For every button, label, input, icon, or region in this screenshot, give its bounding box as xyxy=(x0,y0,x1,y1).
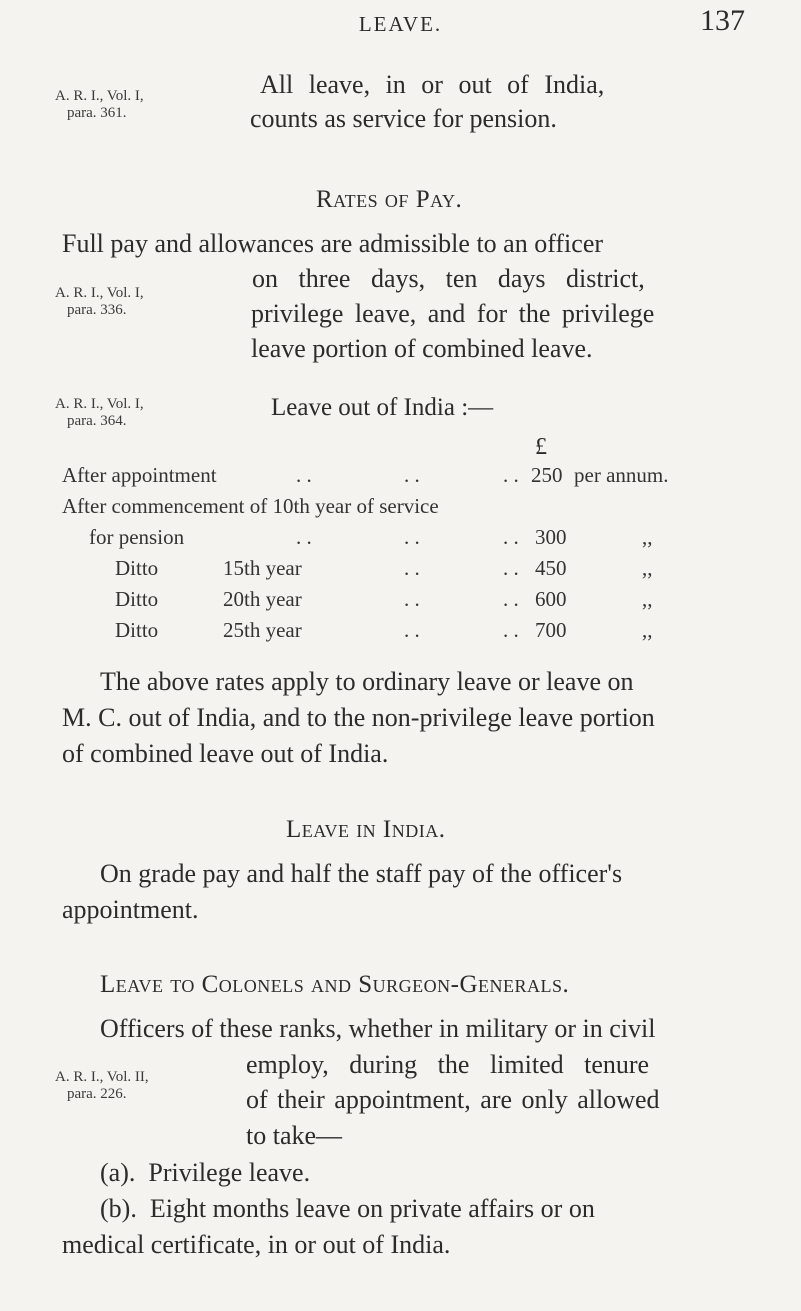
margin-note-line: A. R. I., Vol. I, xyxy=(55,285,144,301)
india-text-line: On grade pay and half the staff pay of the officer's xyxy=(100,859,623,888)
full-pay-line: Full pay and allowances are admissible to an officer xyxy=(62,229,604,258)
leader-dots: . . xyxy=(503,525,519,549)
section-heading-rates: Rates of Pay. xyxy=(316,186,463,213)
leader-dots: . . xyxy=(296,463,312,487)
leader-dots: . . xyxy=(503,556,519,580)
table-row-label: Ditto xyxy=(115,556,159,580)
leader-dots: . . xyxy=(503,618,519,642)
margin-note-line: para. 361. xyxy=(67,105,127,121)
table-row-label: After appointment xyxy=(62,463,217,487)
leader-dots: . . xyxy=(404,618,420,642)
list-item xyxy=(100,1158,310,1188)
ditto-mark: ,, xyxy=(642,525,653,549)
leader-dots: . . xyxy=(404,463,420,487)
list-item xyxy=(100,1194,595,1224)
intro-line: All leave, in or out of India, xyxy=(260,70,605,99)
above-rates-line: of combined leave out of India. xyxy=(62,739,389,768)
above-rates-line: The above rates apply to ordinary leave or leave on xyxy=(100,667,634,696)
colonels-text-line: employ, during the limited tenure xyxy=(246,1050,650,1079)
margin-note-line: A. R. I., Vol. I, xyxy=(55,88,144,104)
leader-dots: . . xyxy=(404,587,420,611)
ditto-mark: ,, xyxy=(642,618,653,642)
table-row-label: After commencement of 10th year of service xyxy=(62,494,439,518)
running-head: LEAVE. xyxy=(358,12,443,36)
colonels-text-line: Officers of these ranks, whether in military or in civil xyxy=(100,1014,656,1043)
margin-note xyxy=(55,88,144,122)
margin-note xyxy=(55,285,144,319)
table-row-label: Ditto xyxy=(115,618,159,642)
ditto-mark: ,, xyxy=(642,587,653,611)
table-unit: per annum. xyxy=(574,463,669,487)
full-pay-line: leave portion of combined leave. xyxy=(251,334,593,363)
table-amount: 600 xyxy=(535,587,567,611)
leader-dots: . . xyxy=(503,587,519,611)
ditto-mark: ,, xyxy=(642,556,653,580)
margin-note-line: para. 364. xyxy=(67,413,127,429)
full-pay-line: on three days, ten days district, xyxy=(252,264,645,293)
margin-note xyxy=(55,396,144,430)
currency-symbol: £ xyxy=(535,434,547,460)
list-item-text: medical certificate, in or out of India. xyxy=(62,1230,451,1259)
leader-dots: . . xyxy=(404,525,420,549)
list-item-text: Eight months leave on private affairs or on xyxy=(149,1194,595,1223)
margin-note xyxy=(55,1069,149,1103)
table-amount: 450 xyxy=(535,556,567,580)
table-amount: 700 xyxy=(535,618,567,642)
leave-out-heading: Leave out of India :— xyxy=(271,394,494,421)
table-year: 20th year xyxy=(223,587,302,611)
margin-note-line: para. 336. xyxy=(67,302,127,318)
list-marker: (b). xyxy=(100,1194,137,1223)
leader-dots: . . xyxy=(296,525,312,549)
india-text-line: appointment. xyxy=(62,895,199,924)
section-heading-india: Leave in India. xyxy=(286,816,446,843)
table-year: 15th year xyxy=(223,556,302,580)
list-marker: (a). xyxy=(100,1158,136,1187)
table-row-label: Ditto xyxy=(115,587,159,611)
colonels-text-line: to take— xyxy=(246,1121,343,1150)
above-rates-line: M. C. out of India, and to the non-privilege leave portion xyxy=(62,703,655,732)
table-year: 25th year xyxy=(223,618,302,642)
list-item-text: Privilege leave. xyxy=(148,1158,311,1187)
margin-note-line: A. R. I., Vol. II, xyxy=(55,1069,149,1085)
section-heading-colonels: Leave to Colonels and Surgeon-Generals. xyxy=(100,971,570,998)
leader-dots: . . xyxy=(503,463,519,487)
margin-note-line: A. R. I., Vol. I, xyxy=(55,396,144,412)
table-amount: 300 xyxy=(535,525,567,549)
margin-note-line: para. 226. xyxy=(67,1086,127,1102)
colonels-text-line: of their appointment, are only allowed xyxy=(246,1085,660,1114)
leader-dots: . . xyxy=(404,556,420,580)
table-row-label: for pension xyxy=(89,525,185,549)
table-amount: 250 xyxy=(531,463,563,487)
intro-line: counts as service for pension. xyxy=(250,104,557,133)
page-number: 137 xyxy=(700,4,745,37)
full-pay-line: privilege leave, and for the privilege xyxy=(251,299,655,328)
